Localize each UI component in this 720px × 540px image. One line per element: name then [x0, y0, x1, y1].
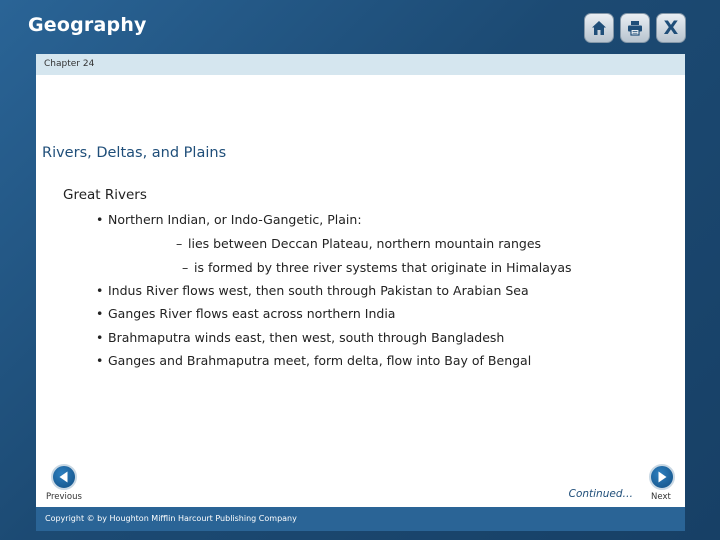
subbullet-mark: – — [176, 236, 183, 251]
printer-icon — [626, 19, 644, 37]
bullet-item — [96, 283, 529, 298]
slide-subtitle: Great Rivers — [63, 187, 147, 203]
bullet-item — [96, 330, 504, 345]
print-button[interactable] — [620, 13, 650, 43]
subbullet-text: lies between Deccan Plateau, northern mountain ranges — [188, 236, 542, 251]
previous-button[interactable] — [51, 464, 77, 490]
arrow-left-icon — [53, 466, 75, 488]
previous-label[interactable]: Previous — [46, 492, 82, 502]
slide-content — [36, 54, 685, 531]
bullet-mark: • — [96, 306, 104, 321]
copyright-text: Copyright © by Houghton Mifflin Harcourt Publishing Company — [45, 514, 297, 523]
bullet-item — [96, 212, 362, 227]
next-label[interactable]: Next — [651, 492, 671, 502]
next-button[interactable] — [649, 464, 675, 490]
bullet-mark: • — [96, 353, 104, 368]
bullet-mark: • — [96, 283, 104, 298]
bullet-mark: • — [96, 330, 104, 345]
bullet-text: Brahmaputra winds east, then west, south through Bangladesh — [108, 330, 505, 345]
home-icon — [590, 19, 608, 37]
close-button[interactable] — [656, 13, 686, 43]
footer-bar — [36, 507, 685, 531]
arrow-right-icon — [651, 466, 673, 488]
bullet-item — [96, 306, 395, 321]
close-icon: X — [663, 16, 679, 39]
home-button[interactable] — [584, 13, 614, 43]
bullet-mark: • — [96, 212, 104, 227]
app-title: Geography — [28, 14, 147, 36]
subbullet-item — [176, 236, 541, 251]
chapter-label: Chapter 24 — [44, 59, 95, 69]
continued-label: Continued… — [568, 488, 633, 500]
bullet-text: Ganges and Brahmaputra meet, form delta, flow into Bay of Bengal — [108, 353, 532, 368]
subbullet-item — [182, 260, 572, 275]
bullet-text: Indus River flows west, then south through Pakistan to Arabian Sea — [108, 283, 529, 298]
section-title: Rivers, Deltas, and Plains — [42, 145, 227, 161]
subbullet-text: is formed by three river systems that originate in Himalayas — [194, 260, 572, 275]
chapter-bar — [36, 54, 685, 75]
bullet-text: Northern Indian, or Indo-Gangetic, Plain: — [108, 212, 362, 227]
bullet-text: Ganges River flows east across northern India — [108, 306, 396, 321]
bullet-item — [96, 353, 531, 368]
top-toolbar — [584, 13, 686, 43]
subbullet-mark: – — [182, 260, 189, 275]
